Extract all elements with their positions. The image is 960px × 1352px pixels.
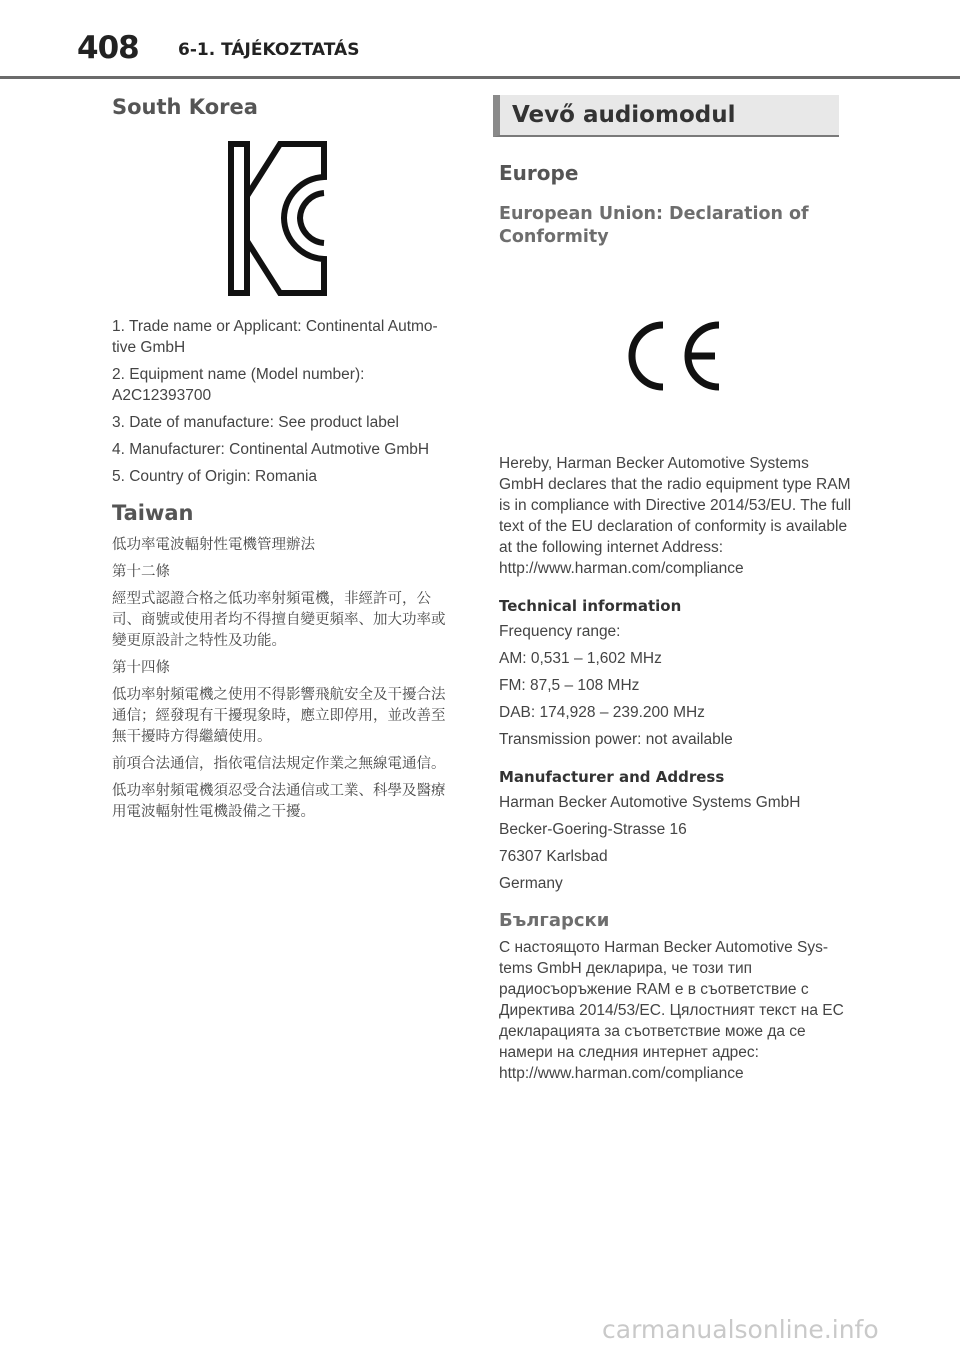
address-line: 76307 Karlsbad [499,848,608,865]
address-line: Germany [499,875,563,892]
address-line: Harman Becker Automotive Systems GmbH [499,794,801,811]
list-item: 4. Manufacturer: Continental Autmotive GmbH [112,441,430,458]
ce-mark-logo [621,319,721,393]
taiwan-paragraph: 前項合法通信，指依電信法規定作業之無線電通信。 [112,756,446,772]
section-heading: Vevő audiomodul [512,102,736,128]
page-number: 408 [77,30,139,66]
korea-details-list [112,316,457,487]
taiwan-paragraph: 低功率射頻電機之使用不得影響飛航安全及干擾合法通信；經發現有干擾現象時，應立即停用，並改善至無干擾時方得繼續使用。 [112,687,446,745]
tech-line: FM: 87,5 – 108 MHz [499,677,640,694]
technical-info-label: Technical information [499,597,682,615]
page-header [0,0,960,80]
technical-information [499,597,854,750]
manufacturer-label: Manufacturer and Address [499,768,725,786]
right-column [499,95,854,1090]
declaration-text: Hereby, Harman Becker Automotive Systems GmbH declares that the radio equipment type RAM is in compliance with Directive 2014/53/EU. The full text of the EU declaration of conformity is available at the following internet Address: http://www.harman.com/compliance [499,455,852,577]
taiwan-paragraph: 第十四條 [112,660,170,676]
tech-line: DAB: 174,928 – 239.200 MHz [499,704,705,721]
manufacturer-address [499,768,854,894]
address-line: Becker-Goering-Strasse 16 [499,821,687,838]
taiwan-paragraph: 低功率射頻電機須忍受合法通信或工業、科學及醫療用電波輻射性電機設備之干擾。 [112,783,446,820]
taiwan-paragraph: 第十二條 [112,564,170,580]
tech-line: Transmission power: not available [499,731,733,748]
left-column [112,95,457,829]
kc-mark-logo [228,141,328,296]
tech-line: Frequency range: [499,623,621,640]
list-item: 2. Equipment name (Model number): A2C12393700 [112,366,365,404]
bulgarian-heading: Български [499,910,610,931]
list-item: 3. Date of manufacture: See product label [112,414,399,431]
taiwan-paragraph: 經型式認證合格之低功率射頻電機，非經許可，公司、商號或使用者均不得擅自變更頻率、加大功率或變更原設計之特性及功能。 [112,591,446,649]
header-divider [0,76,960,79]
taiwan-heading: Taiwan [112,501,194,525]
taiwan-text [112,535,457,823]
watermark: carmanualsonline.info [602,1315,879,1344]
eu-declaration-heading: European Union: Declaration of Conformity [499,204,809,247]
bulgarian-text: С настоящото Harman Becker Automotive Sys-tems GmbH декларира, че този тип радиосъоръжение RAM е в съответствие с Директива 2014/53/ЕС. Цялостният текст на ЕС декларацията за съответствие може да се намери на следния интернет адрес: http://www.harman.com/compliance [499,939,844,1082]
bulgarian-section [499,910,854,1084]
section-heading-box [493,95,839,137]
taiwan-paragraph: 低功率電波輻射性電機管理辦法 [112,537,315,553]
tech-line: AM: 0,531 – 1,602 MHz [499,650,662,667]
list-item: 1. Trade name or Applicant: Continental Autmo-tive GmbH [112,318,438,356]
section-title: 6-1. TÁJÉKOZTATÁS [178,40,360,60]
europe-heading: Europe [499,161,579,185]
south-korea-heading: South Korea [112,95,258,119]
list-item: 5. Country of Origin: Romania [112,468,318,485]
